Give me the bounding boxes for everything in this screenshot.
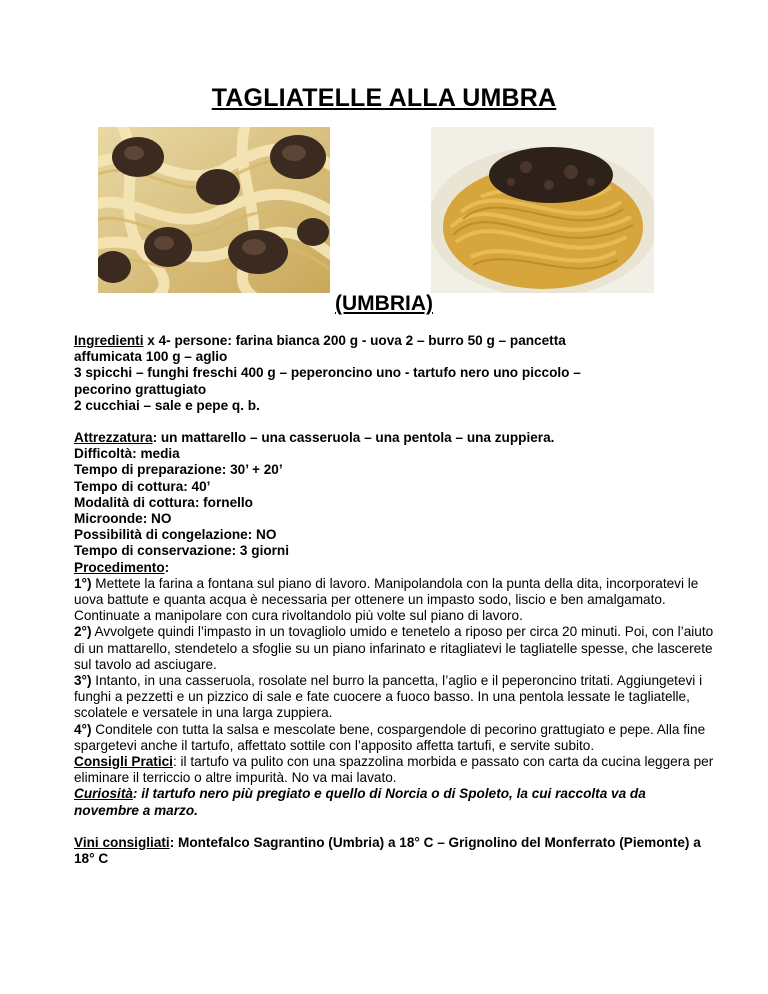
spec-line: Tempo di conservazione: 3 giorni: [74, 543, 290, 559]
spec-line: Possibilità di congelazione: NO: [74, 527, 277, 543]
step-number: 1°): [74, 575, 92, 591]
ingredients-line: x 4- persone: farina bianca 200 g - uova 2 – burro 50 g – pancetta: [143, 333, 566, 348]
step-text: Mettete la farina a fontana sul piano di lavoro. Manipolandola con la punta della dita, incorporatevi le uova battute e quanta acqua è necessaria per ottenere un impasto sodo, liscio e ben amalgamato. Continuate a manipolare con cura rivoltandolo più volte sul piano di lavoro.: [74, 575, 699, 624]
step-text: Avvolgete quindi l’impasto in un tovagliolo umido e tenetelo a riposo per circa 20 minuti. Poi, con l’aiuto di un mattarello, stendetelo a sfoglie su un piano infarinato e ritagliatevi le tagliatelle spesse, che lascerete sul tavolo ad asciugare.: [74, 624, 714, 672]
step-number: 2°): [74, 624, 92, 640]
procedure-step: [74, 576, 714, 625]
ingredients-line: 3 spicchi – funghi freschi 400 g – peperoncino uno - tartufo nero uno piccolo –: [74, 365, 581, 381]
page-title: TAGLIATELLE ALLA UMBRA: [211, 84, 557, 112]
ingredients-paragraph: [74, 333, 714, 414]
curiosity-label: Curiosità: [74, 786, 133, 802]
wines-paragraph: [74, 835, 714, 867]
region-heading: (UMBRIA): [335, 292, 433, 315]
spec-line: Tempo di cottura: 40’: [74, 478, 211, 494]
spec-line: Microonde: NO: [74, 511, 172, 527]
procedure-heading: [74, 560, 714, 576]
step-text: Conditele con tutta la salsa e mescolate bene, cospargendole di pecorino grattugiato e pepe. Alla fine spargetevi anche il tartufo, affettato sottile con l’apposito affetta tartufi, e servite subito.: [74, 721, 706, 753]
curiosity-text: : il tartufo nero più pregiato e quello di Norcia o di Spoleto, la cui raccolta va da novembre a marzo.: [74, 786, 646, 818]
curiosity-paragraph: [74, 786, 714, 818]
procedure-step: [74, 673, 714, 722]
pasta-truffle-photo-left: [98, 127, 330, 293]
pasta-truffle-photo-right: [431, 127, 654, 293]
ingredients-line: 2 cucchiai – sale e pepe q. b.: [74, 397, 260, 413]
ingredients-line: pecorino grattugiato: [74, 381, 207, 397]
ingredients-label: Ingredienti: [74, 333, 144, 348]
step-number: 4°): [74, 721, 92, 737]
equipment-text: : un mattarello – una casseruola – una pentola – una zuppiera.: [152, 430, 555, 446]
spec-line: Modalità di cottura: fornello: [74, 494, 253, 510]
equipment-line: [74, 430, 714, 446]
ingredients-line: affumicata 100 g – aglio: [74, 349, 228, 365]
step-number: 3°): [74, 673, 92, 689]
step-text: Intanto, in una casseruola, rosolate nel burro la pancetta, l’aglio e il peperoncino tritati. Aggiungetevi i funghi a pezzetti e un pizzico di sale e fate cuocere a fuoco basso. In una pentola lessate le tagliatelle, scolatele e versatele in una larga zuppiera.: [74, 673, 703, 721]
wines-text: : Montefalco Sagrantino (Umbria) a 18° C – Grignolino del Monferrato (Piemonte) a 18° C: [74, 834, 701, 867]
wines-label: Vini consigliati: [74, 834, 170, 850]
spacer: [74, 819, 714, 835]
procedure-step: [74, 722, 714, 754]
spec-line: Difficoltà: media: [74, 446, 180, 462]
procedure-label: Procedimento: [74, 559, 165, 575]
procedure-step: [74, 624, 714, 673]
tips-text: : il tartufo va pulito con una spazzolina morbida e passato con carta da cucina leggera per eliminare il terriccio o altre impurità. No va mai lavato.: [74, 754, 714, 786]
recipe-body: [74, 333, 714, 867]
equipment-label: Attrezzatura: [74, 430, 153, 446]
spec-line: Tempo di preparazione: 30’ + 20’: [74, 462, 283, 478]
procedure-colon: :: [164, 559, 170, 575]
tips-paragraph: [74, 754, 714, 786]
spacer: [74, 414, 714, 430]
tips-label: Consigli Pratici: [74, 754, 173, 770]
